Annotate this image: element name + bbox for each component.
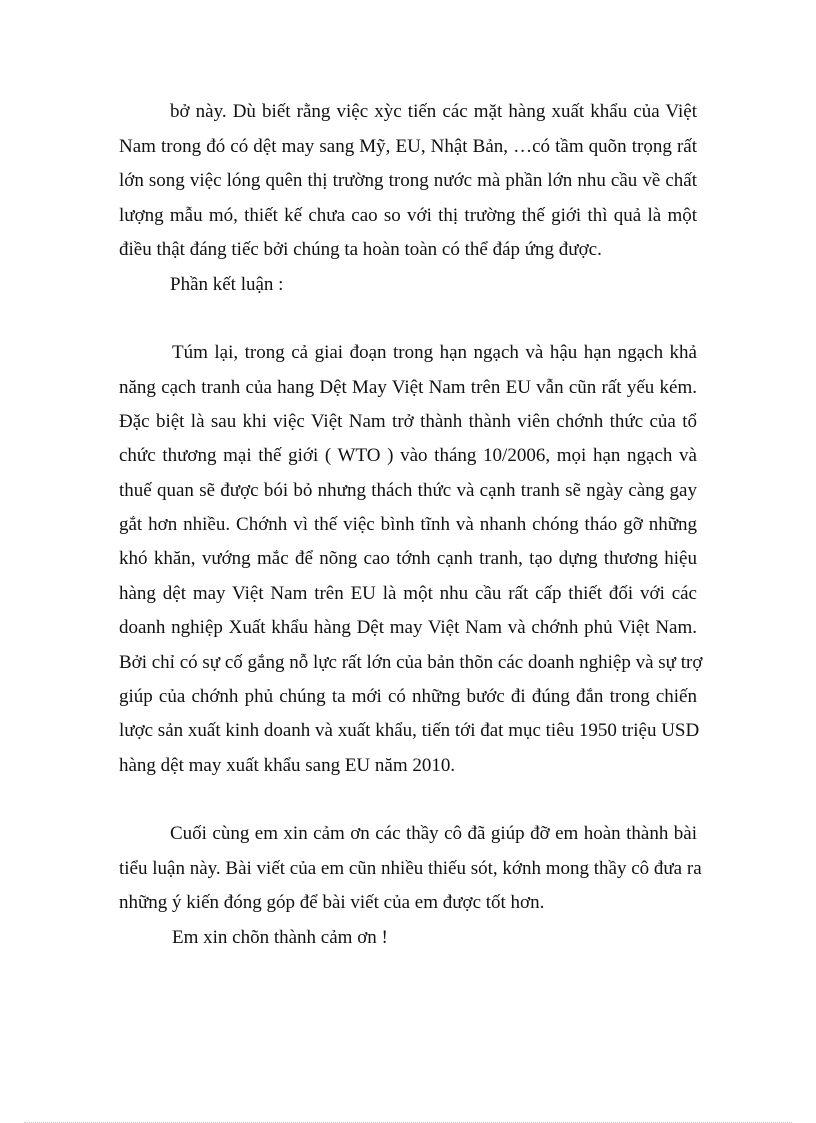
- text-line: lược sản xuất kinh doanh và xuất khẩu, tiến tới đat mục tiêu 1950 triệu USD: [119, 720, 700, 741]
- text-line: chức thương mại thế giới ( WTO ) vào tháng 10/2006, mọi hạn ngạch và: [119, 445, 697, 466]
- text-line: năng cạch tranh của hang Dệt May Việt Nam trên EU vẫn cũn rất yếu kém.: [119, 377, 697, 398]
- text-line: hàng dệt may xuất khẩu sang EU năm 2010.: [119, 755, 456, 776]
- text-line: gắt hơn nhiều. Chớnh vì thế việc bình tĩnh và nhanh chóng tháo gỡ những: [119, 514, 697, 535]
- text-line: khó khăn, vướng mắc để nõng cao tớnh cạnh tranh, tạo dựng thương hiệu: [119, 548, 697, 569]
- text-line: Nam trong đó có dệt may sang Mỹ, EU, Nhật Bản, …có tầm quõn trọng rất: [119, 136, 697, 157]
- section-heading: Phần kết luận :: [170, 274, 284, 295]
- text-line: thuế quan sẽ được bói bỏ nhưng thách thức và cạnh tranh sẽ ngày càng gay: [119, 480, 697, 501]
- text-line: lớn song việc lóng quên thị trường trong nước mà phần lớn nhu cầu về chất: [119, 170, 697, 191]
- text-line: điều thật đáng tiếc bởi chúng ta hoàn toàn có thể đáp ứng được.: [119, 239, 602, 260]
- text-line: lượng mẫu mó, thiết kế chưa cao so với thị trường thế giới thì quả là một: [119, 205, 697, 226]
- text-line: Đặc biệt là sau khi việc Việt Nam trở thành thành viên chớnh thức của tổ: [119, 411, 697, 432]
- text-line: giúp của chớnh phủ chúng ta mới có những bước đi đúng đắn trong chiến: [119, 686, 697, 707]
- text-line: bở này. Dù biết rằng việc xỳc tiến các mặt hàng xuất khẩu của Việt: [170, 101, 697, 122]
- text-line: Cuối cùng em xin cảm ơn các thầy cô đã giúp đỡ em hoàn thành bài: [170, 823, 697, 844]
- text-line: doanh nghiệp Xuất khẩu hàng Dệt may Việt Nam và chớnh phủ Việt Nam.: [119, 617, 697, 638]
- text-line: Túm lại, trong cả giai đoạn trong hạn ngạch và hậu hạn ngạch khả: [172, 342, 697, 363]
- text-line: hàng dệt may Việt Nam trên EU là một nhu cầu rất cấp thiết đối với các: [119, 583, 697, 604]
- closing-line: Em xin chõn thành cảm ơn !: [172, 927, 388, 948]
- text-line: những ý kiến đóng góp để bài viết của em được tốt hơn.: [119, 892, 545, 913]
- text-line: tiểu luận này. Bài viết của em cũn nhiều thiếu sót, kớnh mong thầy cô đưa ra: [119, 858, 702, 879]
- text-line: Bởi chỉ có sự cố gắng nỗ lực rất lớn của bản thõn các doanh nghiệp và sự trợ: [119, 652, 703, 673]
